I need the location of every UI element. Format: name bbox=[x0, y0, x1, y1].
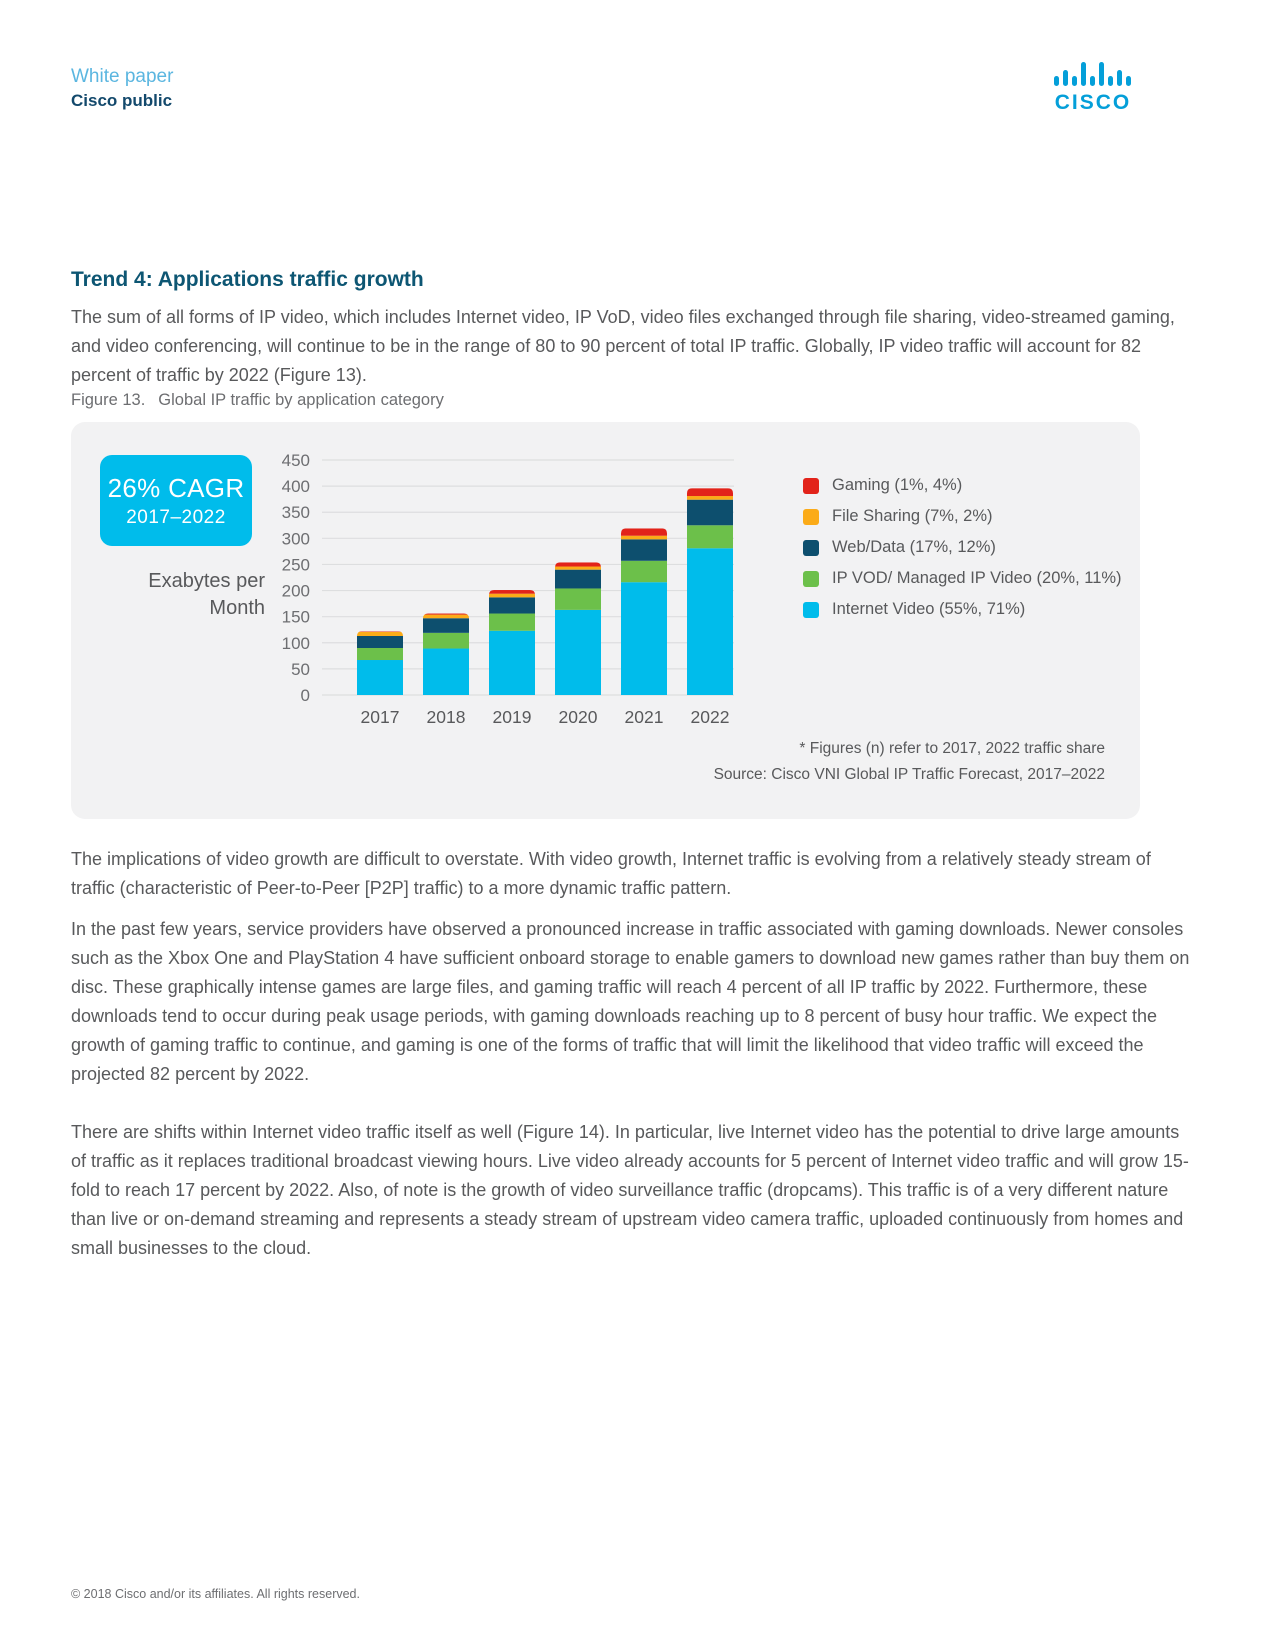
cagr-badge bbox=[100, 455, 252, 546]
x-tick-label: 2020 bbox=[558, 707, 598, 727]
bar-2019 bbox=[489, 590, 535, 695]
figure-panel bbox=[71, 422, 1140, 819]
cagr-badge-value: 26% CAGR bbox=[107, 472, 245, 503]
y-tick-label: 350 bbox=[281, 503, 310, 523]
cisco-logo bbox=[1050, 58, 1140, 114]
cisco-bridge-icon bbox=[1054, 62, 1131, 86]
bar-segment bbox=[489, 631, 535, 695]
legend-swatch bbox=[803, 602, 819, 618]
legend-item bbox=[803, 539, 1122, 556]
y-tick-label: 0 bbox=[300, 686, 310, 705]
legend-label: Internet Video (55%, 71%) bbox=[832, 600, 1026, 618]
bar-segment bbox=[423, 615, 469, 619]
figure-label: Figure 13. bbox=[71, 391, 146, 409]
y-tick-label: 250 bbox=[281, 555, 310, 575]
figure-footnote: * Figures (n) refer to 2017, 2022 traffic share bbox=[799, 740, 1105, 757]
x-tick-label: 2018 bbox=[426, 707, 466, 727]
legend-swatch bbox=[803, 540, 819, 556]
y-tick-label: 300 bbox=[281, 529, 310, 549]
bar-segment bbox=[687, 548, 733, 695]
bar-segment bbox=[357, 632, 403, 636]
legend-item bbox=[803, 570, 1122, 587]
paragraph-intro: The sum of all forms of IP video, which includes Internet video, IP VoD, video files exchanged through file sharing, video-streamed gaming, and video conferencing, will continue to be in the range of 80 to 90 percent of total IP traffic. Globally, IP video traffic will account for 82 percent of traffic by 2022 (Figure 13). bbox=[71, 307, 1175, 385]
bar-segment bbox=[687, 525, 733, 548]
bar-2017 bbox=[357, 631, 403, 695]
figure-caption bbox=[71, 391, 444, 410]
bar-segment bbox=[621, 536, 667, 540]
y-tick-label: 450 bbox=[281, 451, 310, 470]
document-type-label: White paper bbox=[71, 66, 174, 87]
bar-segment bbox=[357, 631, 403, 632]
bar-segment bbox=[357, 636, 403, 648]
paragraph-implications: The implications of video growth are difficult to overstate. With video growth, Internet traffic is evolving from a relatively steady stream of traffic (characteristic of Peer-to-Peer [P2P] traffic) to a more dynamic traffic pattern. bbox=[71, 849, 1151, 898]
bar-segment bbox=[489, 614, 535, 631]
y-tick-label: 50 bbox=[291, 659, 310, 679]
legend-label: Web/Data (17%, 12%) bbox=[832, 538, 996, 556]
cisco-logo-text: CISCO bbox=[1054, 91, 1132, 114]
bar-segment bbox=[687, 488, 733, 496]
bar-segment bbox=[357, 648, 403, 660]
copyright-notice: © 2018 Cisco and/or its affiliates. All rights reserved. bbox=[71, 1587, 360, 1601]
classification-label: Cisco public bbox=[71, 91, 173, 110]
bar-segment bbox=[687, 496, 733, 500]
y-tick-label: 200 bbox=[281, 581, 310, 601]
bar-segment bbox=[621, 582, 667, 695]
bar-segment bbox=[489, 594, 535, 598]
bar-segment bbox=[489, 597, 535, 613]
bar-segment bbox=[423, 618, 469, 633]
x-tick-label: 2022 bbox=[690, 707, 730, 727]
legend-label: File Sharing (7%, 2%) bbox=[832, 507, 993, 525]
bar-segment bbox=[357, 660, 403, 695]
bar-segment bbox=[621, 561, 667, 582]
figure-caption-text: Global IP traffic by application category bbox=[158, 391, 444, 409]
bar-segment bbox=[555, 567, 601, 570]
bar-segment bbox=[423, 633, 469, 649]
bar-segment bbox=[687, 500, 733, 526]
y-axis-title: Exabytes per Month bbox=[148, 570, 265, 619]
paragraph-shifts: There are shifts within Internet video traffic itself as well (Figure 14). In particular, live Internet video has the potential to drive large amounts of traffic as it replaces traditional broadcast viewing hours. Live video already accounts for 5 percent of Internet video traffic and will grow 15-fold to reach 17 percent by 2022. Also, of note is the growth of video surveillance traffic (dropcams). This traffic is of a very different nature than live or on-demand streaming and represents a steady stream of upstream video camera traffic, uploaded continuously from homes and small businesses to the cloud. bbox=[71, 1122, 1189, 1258]
legend-label: Gaming (1%, 4%) bbox=[832, 476, 963, 494]
chart-legend bbox=[803, 477, 1122, 618]
bar-segment bbox=[423, 614, 469, 615]
legend-label: IP VOD/ Managed IP Video (20%, 11%) bbox=[832, 569, 1122, 587]
bar-2020 bbox=[555, 562, 601, 695]
legend-item bbox=[803, 477, 1122, 494]
bar-segment bbox=[423, 649, 469, 695]
y-axis-tick-labels bbox=[282, 451, 310, 705]
bar-segment bbox=[555, 570, 601, 589]
x-tick-label: 2019 bbox=[492, 707, 532, 727]
legend-item bbox=[803, 508, 1122, 525]
y-tick-label: 150 bbox=[281, 607, 310, 627]
bar-segment bbox=[621, 539, 667, 560]
bar-segment bbox=[621, 528, 667, 535]
bar-segment bbox=[555, 610, 601, 695]
x-tick-label: 2017 bbox=[360, 707, 400, 727]
bar-2022 bbox=[687, 488, 733, 695]
bar-segment bbox=[489, 590, 535, 594]
legend-swatch bbox=[803, 509, 819, 525]
y-tick-label: 400 bbox=[281, 477, 310, 497]
legend-item bbox=[803, 601, 1122, 618]
bar-2021 bbox=[621, 528, 667, 695]
x-tick-label: 2021 bbox=[624, 707, 664, 727]
cagr-badge-range: 2017–2022 bbox=[126, 506, 226, 528]
y-tick-label: 100 bbox=[281, 633, 310, 653]
section-title: Trend 4: Applications traffic growth bbox=[71, 268, 424, 291]
stacked-bar-chart bbox=[278, 442, 748, 752]
paragraph-gaming: In the past few years, service providers have observed a pronounced increase in traffic associated with gaming downloads. Newer consoles such as the Xbox One and PlayStation 4 have sufficient onboard storage to enable gamers to download new games rather than buy them on disc. These graphically intense games are large files, and gaming traffic will reach 4 percent of all IP traffic by 2022. Furthermore, these downloads tend to occur during peak usage periods, with gaming downloads reaching up to 8 percent of busy hour traffic. We expect the growth of gaming traffic to continue, and gaming is one of the forms of traffic that will limit the likelihood that video traffic will exceed the projected 82 percent by 2022. bbox=[71, 919, 1190, 1084]
legend-swatch bbox=[803, 478, 819, 494]
bar-segment bbox=[555, 588, 601, 609]
legend-swatch bbox=[803, 571, 819, 587]
figure-source: Source: Cisco VNI Global IP Traffic Forecast, 2017–2022 bbox=[713, 766, 1105, 783]
bar-segment bbox=[555, 562, 601, 566]
bar-2018 bbox=[423, 614, 469, 695]
